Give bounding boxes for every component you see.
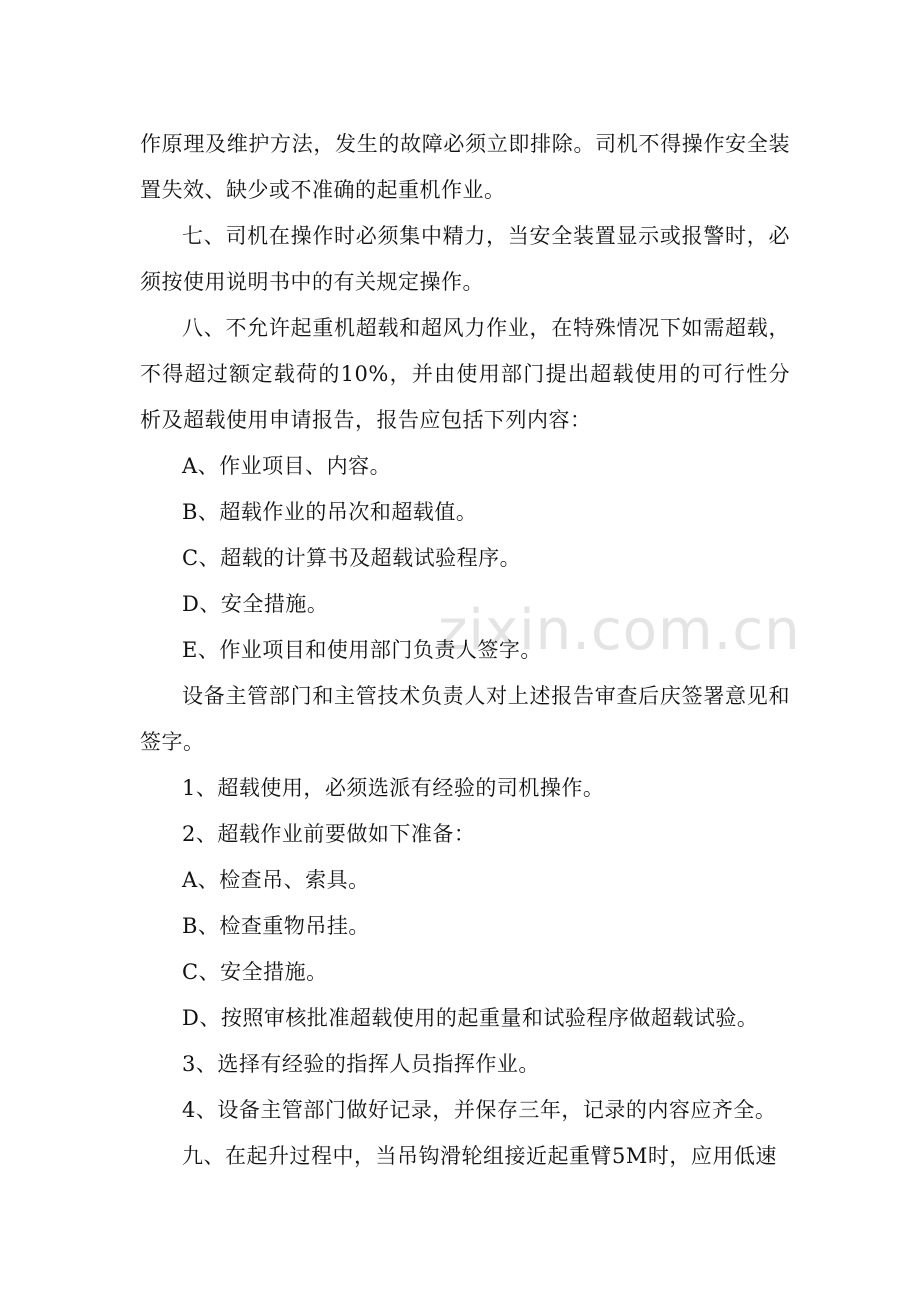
sub-item-b: B、检查重物吊挂。 [182,914,370,938]
watermark: zixin.com.cn [438,598,801,663]
list-item-c: C、超载的计算书及超载试验程序。 [182,546,522,570]
paragraph-item-9: 九、在起升过程中，当吊钩滑轮组接近起重臂5M时，应用低速 [182,1144,777,1168]
paragraph-continuation: 作原理及维护方法，发生的故障必须立即排除。司机不得操作安全装置失效、缺少或不准确的起重机作业。 [140,132,790,202]
numbered-item-4: 4、设备主管部门做好记录，并保存三年，记录的内容应齐全。 [182,1098,777,1122]
list-item-a: A、作业项目、内容。 [182,454,392,478]
sub-item-c: C、安全措施。 [182,960,328,984]
numbered-item-1: 1、超载使用，必须选派有经验的司机操作。 [182,776,605,800]
sub-item-a: A、检查吊、索具。 [182,868,370,892]
list-item-e: E、作业项目和使用部门负责人签字。 [182,638,542,662]
sub-item-d: D、按照审核批准超载使用的起重量和试验程序做超载试验。 [182,1006,759,1030]
list-item-b: B、超载作业的吊次和超载值。 [182,500,478,524]
numbered-item-3: 3、选择有经验的指挥人员指挥作业。 [182,1052,540,1076]
document-body [140,121,790,1179]
paragraph-approval: 设备主管部门和主管技术负责人对上述报告审查后庆签署意见和签字。 [140,684,790,754]
numbered-item-2: 2、超载作业前要做如下准备： [182,822,476,846]
list-item-d: D、安全措施。 [182,592,329,616]
paragraph-item-8: 八、不允许起重机超载和超风力作业，在特殊情况下如需超载，不得超过额定载荷的10%，并由使用部门提出超载使用的可行性分析及超载使用申请报告，报告应包括下列内容： [140,316,790,432]
paragraph-item-7: 七、司机在操作时必须集中精力，当安全装置显示或报警时，必须按使用说明书中的有关规定操作。 [140,224,790,294]
